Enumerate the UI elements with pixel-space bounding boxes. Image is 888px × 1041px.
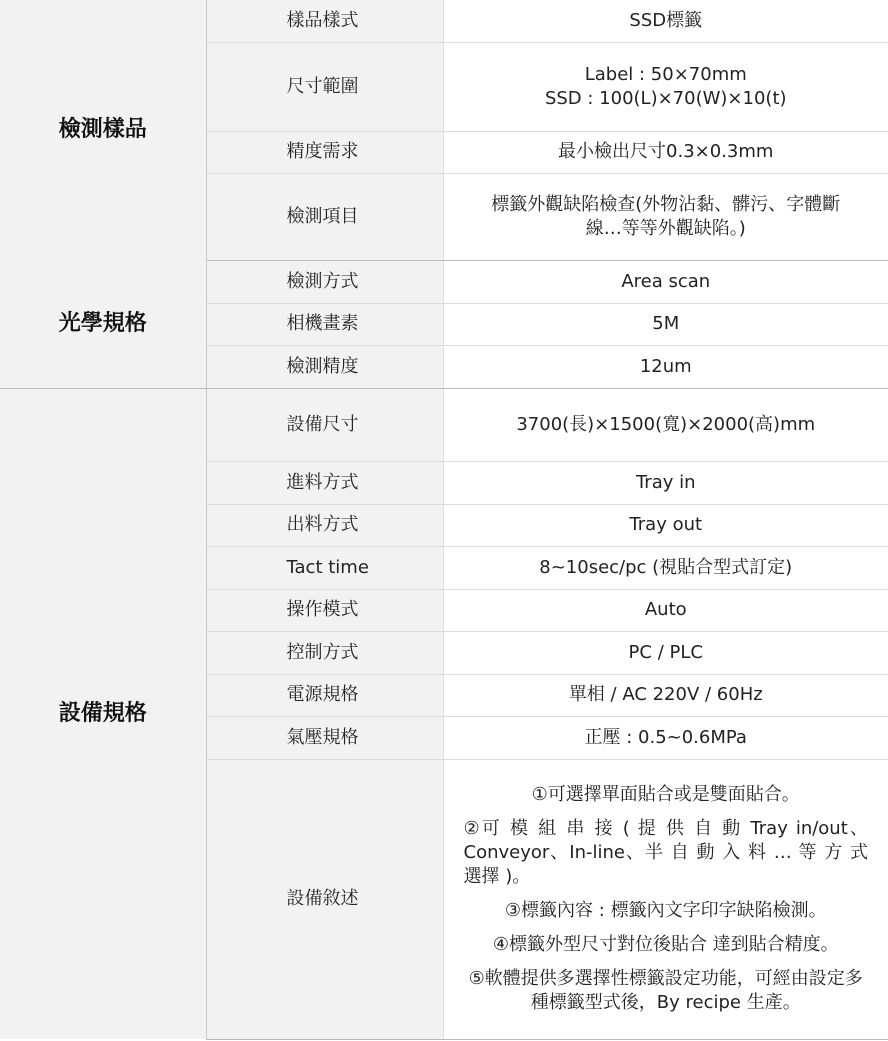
row-value: 8~10sec/pc (視貼合型式訂定) [443, 546, 888, 589]
row-label: 樣品樣式 [206, 0, 443, 42]
row-value: Auto [443, 589, 888, 631]
row-label: 出料方式 [206, 504, 443, 546]
row-value: 單相 / AC 220V / 60Hz [443, 674, 888, 716]
row-value: 標籤外觀缺陷檢查(外物沾黏、髒污、字體斷 線…等等外觀缺陷。) [443, 173, 888, 260]
spec-row [0, 388, 888, 461]
row-label: 尺寸範圍 [206, 42, 443, 131]
equipment-description [443, 759, 888, 1039]
description-item: ②可 模 組 串 接 ( 提 供 自 動 Tray in/out、Conveyor、In-line、半 自 動 入 料 … 等 方 式 選擇 )。 [463, 818, 868, 887]
row-label: 氣壓規格 [206, 716, 443, 759]
row-value: Label : 50×70mm SSD : 100(L)×70(W)×10(t) [443, 42, 888, 131]
description-item: ③標籤內容 : 標籤內文字印字缺陷檢測。 [504, 900, 827, 921]
row-label: 設備敘述 [206, 759, 443, 1039]
row-value: 3700(長)×1500(寬)×2000(高)mm [443, 388, 888, 461]
row-value: 12um [443, 345, 888, 388]
row-value: 5M [443, 303, 888, 345]
row-label: 檢測項目 [206, 173, 443, 260]
row-value: SSD標籤 [443, 0, 888, 42]
row-value: 正壓 : 0.5~0.6MPa [443, 716, 888, 759]
row-value: Tray out [443, 504, 888, 546]
row-value: Tray in [443, 461, 888, 504]
row-label: 檢測方式 [206, 260, 443, 303]
row-label: 控制方式 [206, 631, 443, 674]
spec-row [0, 260, 888, 303]
spec-row [0, 0, 888, 42]
row-label: 進料方式 [206, 461, 443, 504]
row-label: 精度需求 [206, 131, 443, 173]
description-item: ④標籤外型尺寸對位後貼合 達到貼合精度。 [492, 934, 839, 955]
row-label: 設備尺寸 [206, 388, 443, 461]
group-title-optical-spec: 光學規格 [0, 260, 206, 388]
row-value: Area scan [443, 260, 888, 303]
description-item: ①可選擇單面貼合或是雙面貼合。 [531, 784, 800, 805]
row-label: 電源規格 [206, 674, 443, 716]
row-label: 檢測精度 [206, 345, 443, 388]
row-value: PC / PLC [443, 631, 888, 674]
row-label: 相機畫素 [206, 303, 443, 345]
group-title-inspection-sample: 檢測樣品 [0, 0, 206, 260]
description-item: ⑤軟體提供多選擇性標籤設定功能，可經由設定多種標籤型式後，By recipe 生產。 [468, 968, 863, 1013]
group-title-equipment-spec: 設備規格 [0, 388, 206, 1039]
row-value: 最小檢出尺寸0.3×0.3mm [443, 131, 888, 173]
row-label: Tact time [206, 546, 443, 589]
row-label: 操作模式 [206, 589, 443, 631]
